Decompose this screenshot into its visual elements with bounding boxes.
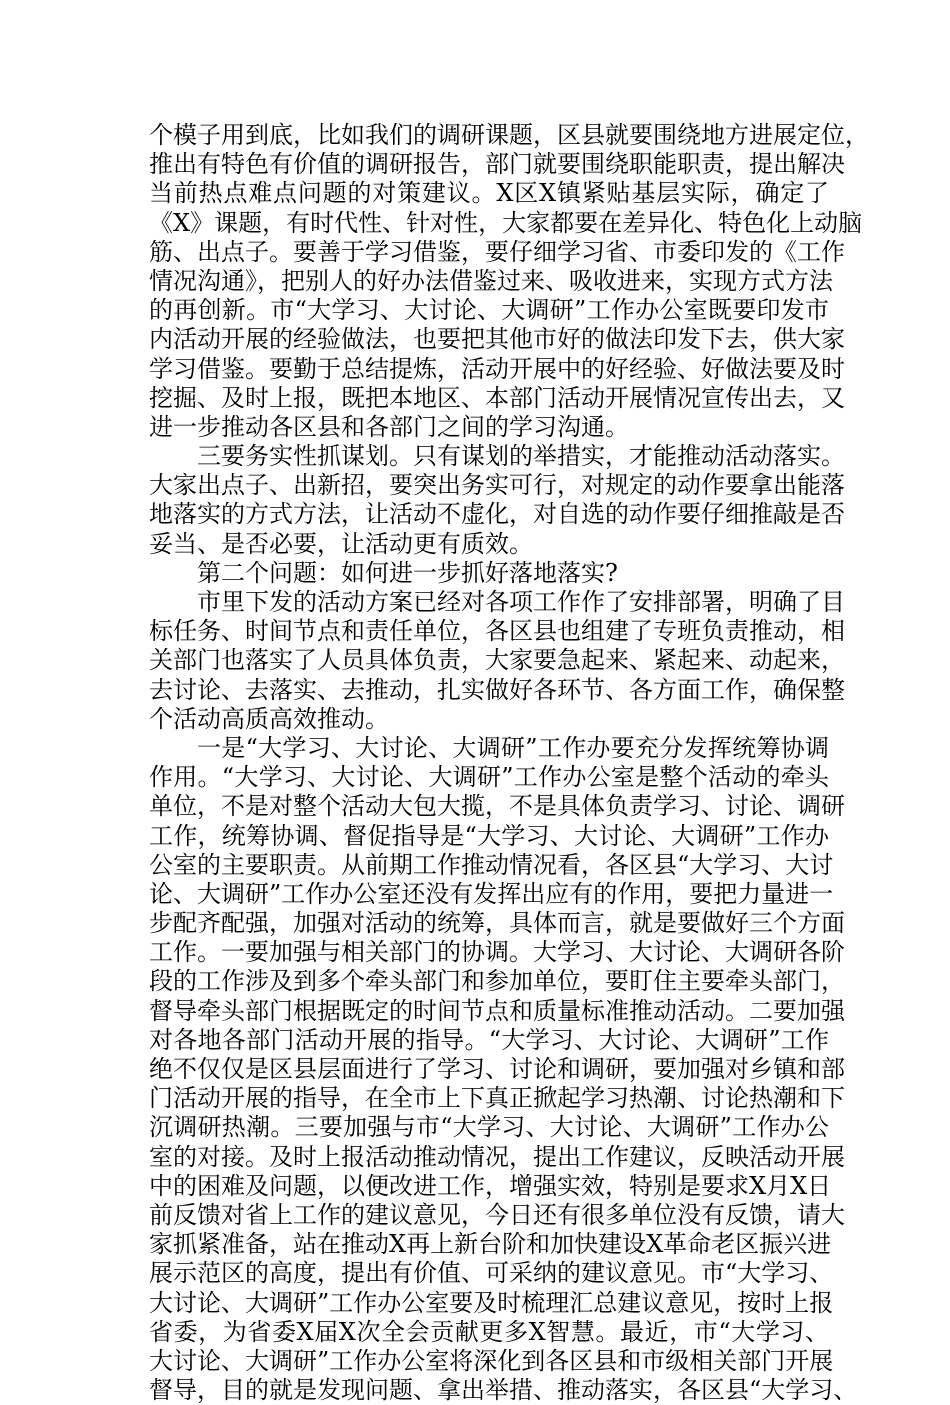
text-line: 门活动开展的指导，在全市上下真正掀起学习热潮、讨论热潮和下 [149, 1084, 845, 1113]
text-line: 标任务、时间节点和责任单位，各区县也组建了专班负责推动，相 [149, 617, 845, 646]
text-line: 大讨论、大调研”工作办公室要及时梳理汇总建议意见，按时上报 [149, 1288, 834, 1317]
text-line: 室的对接。及时上报活动推动情况，提出工作建议，反映活动开展 [149, 1142, 845, 1171]
text-line: 论、大调研”工作办公室还没有发挥出应有的作用，要把力量进一 [149, 879, 834, 908]
text-line: 省委，为省委X届X次全会贡献更多X智慧。最近，市“大学习、 [149, 1317, 829, 1346]
text-line: 第二个问题：如何进一步抓好落地落实? [197, 558, 618, 587]
text-line: 一是“大学习、大讨论、大调研”工作办要充分发挥统筹协调 [197, 733, 829, 762]
text-line: 大家出点子、出新招，要突出务实可行，对规定的动作要拿出能落 [149, 471, 845, 500]
text-line: 学习借鉴。要勤于总结提炼，活动开展中的好经验、好做法要及时 [149, 354, 845, 383]
text-line: 段的工作涉及到多个牵头部门和参加单位，要盯住主要牵头部门， [149, 967, 845, 996]
text-line: 家抓紧准备，站在推动X再上新台阶和加快建设X革命老区振兴进 [149, 1230, 832, 1259]
text-line: 中的困难及问题，以便改进工作，增强实效，特别是要求X月X日 [149, 1171, 832, 1200]
text-line: 个模子用到底，比如我们的调研课题，区县就要围绕地方进展定位， [149, 121, 869, 149]
text-line: 挖掘、及时上报，既把本地区、本部门活动开展情况宣传出去，又 [149, 383, 845, 412]
text-line: 市里下发的活动方案已经对各项工作作了安排部署，明确了目 [197, 588, 845, 616]
text-line: 妥当、是否必要，让活动更有质效。 [149, 529, 533, 558]
text-line: 工作，统筹协调、督促指导是“大学习、大讨论、大调研”工作办 [149, 821, 829, 850]
text-line: 单位，不是对整个活动大包大揽，不是具体负责学习、讨论、调研 [149, 792, 845, 821]
text-line: 三要务实性抓谋划。只有谋划的举措实，才能推动活动落实。 [197, 442, 845, 471]
text-line: 大讨论、大调研”工作办公室将深化到各区县和市级相关部门开展 [149, 1346, 834, 1375]
text-line: 关部门也落实了人员具体负责，大家要急起来、紧起来、动起来， [149, 646, 845, 675]
text-line: 作用。“大学习、大讨论、大调研”工作办公室是整个活动的牵头 [149, 763, 829, 792]
text-line: 展示范区的高度，提出有价值、可采纳的建议意见。市“大学习、 [149, 1259, 834, 1288]
text-line: 督导，目的就是发现问题、拿出举措、推动落实，各区县“大学习、 [149, 1376, 858, 1405]
text-line: 绝不仅仅是区县层面进行了学习、讨论和调研，要加强对乡镇和部 [149, 1055, 845, 1083]
text-line: 前反馈对省上工作的建议意见，今日还有很多单位没有反馈，请大 [149, 1200, 845, 1229]
text-line: 当前热点难点问题的对策建议。X区X镇紧贴基层实际，确定了 [149, 179, 829, 208]
text-line: 进一步推动各区县和各部门之间的学习沟通。 [149, 412, 629, 441]
text-line: 步配齐配强，加强对活动的统筹，具体而言，就是要做好三个方面 [149, 909, 845, 938]
text-line: 沉调研热潮。三要加强与市“大学习、大讨论、大调研”工作办公 [149, 1113, 829, 1142]
text-line: 去讨论、去落实、去推动，扎实做好各环节、各方面工作，确保整 [149, 675, 845, 704]
text-line: 地落实的方式方法，让活动不虚化，对自选的动作要仔细推敲是否 [149, 500, 845, 529]
text-line: 个活动高质高效推动。 [149, 704, 389, 733]
text-line: 内活动开展的经验做法，也要把其他市好的做法印发下去，供大家 [149, 325, 845, 354]
text-line: 公室的主要职责。从前期工作推动情况看，各区县“大学习、大讨 [149, 850, 834, 879]
text-line: 筋、出点子。要善于学习借鉴，要仔细学习省、市委印发的《工作 [149, 237, 845, 266]
text-line: 的再创新。市“大学习、大讨论、大调研”工作办公室既要印发市 [149, 296, 829, 325]
text-line: 情况沟通》，把别人的好办法借鉴过来、吸收进来，实现方式方法 [149, 266, 833, 295]
body-text [149, 121, 869, 1405]
text-line: 推出有特色有价值的调研报告，部门就要围绕职能职责，提出解决 [149, 150, 845, 179]
text-line: 督导牵头部门根据既定的时间节点和质量标准推动活动。二要加强 [149, 996, 845, 1025]
text-line: 对各地各部门活动开展的指导。“大学习、大讨论、大调研”工作 [149, 1025, 829, 1054]
text-line: 《X》课题，有时代性、针对性，大家都要在差异化、特色化上动脑 [149, 208, 863, 237]
text-line: 工作。一要加强与相关部门的协调。大学习、大讨论、大调研各阶 [149, 938, 845, 967]
